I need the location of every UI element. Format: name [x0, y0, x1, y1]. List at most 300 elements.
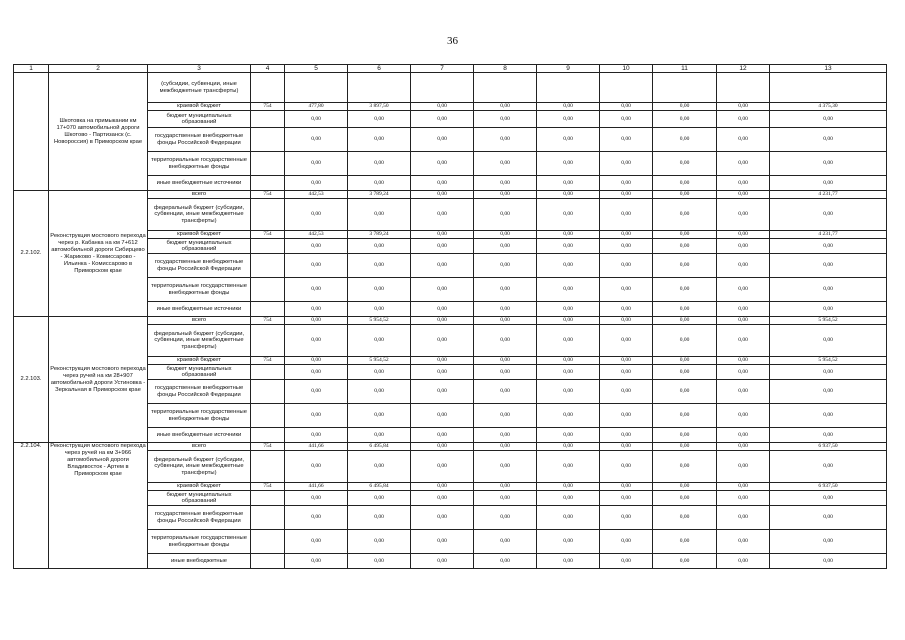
year-value: 0,00: [285, 176, 348, 191]
year-value: 0,00: [600, 176, 653, 191]
total-value: 4 231,77: [770, 231, 887, 239]
year-value: 0,00: [348, 278, 411, 302]
column-header: 6: [348, 65, 411, 73]
year-value: 6 495,84: [348, 443, 411, 451]
budget-code: [251, 554, 285, 569]
year-value: 0,00: [285, 111, 348, 128]
funding-source: всего: [148, 317, 251, 325]
year-value: 0,00: [411, 506, 474, 530]
year-value: 0,00: [600, 506, 653, 530]
year-value: 0,00: [411, 491, 474, 506]
column-header: 9: [537, 65, 600, 73]
activity-name: Реконструкция мостового перехода через ручей на км 28+907 автомобильной дороги Устиновка - Зеркальная в Приморском крае: [49, 317, 148, 443]
year-value: 0,00: [717, 451, 770, 483]
funding-source: иные внебюджетные: [148, 554, 251, 569]
year-value: 0,00: [348, 128, 411, 152]
year-value: 0,00: [474, 443, 537, 451]
year-value: 0,00: [411, 357, 474, 365]
total-value: 0,00: [770, 128, 887, 152]
year-value: 0,00: [653, 254, 717, 278]
year-value: 0,00: [411, 239, 474, 254]
activity-code: [14, 73, 49, 191]
year-value: 0,00: [600, 128, 653, 152]
year-value: 0,00: [600, 239, 653, 254]
year-value: 0,00: [537, 254, 600, 278]
year-value: 0,00: [717, 404, 770, 428]
year-value: 0,00: [537, 483, 600, 491]
year-value: 0,00: [411, 380, 474, 404]
funding-source: иные внебюджетные источники: [148, 302, 251, 317]
funding-source: бюджет муниципальных образований: [148, 111, 251, 128]
year-value: 0,00: [285, 317, 348, 325]
year-value: 0,00: [474, 278, 537, 302]
year-value: 0,00: [600, 325, 653, 357]
year-value: 0,00: [411, 428, 474, 443]
budget-code: [251, 239, 285, 254]
activity-name: Реконструкция мостового перехода через ручей на км 3+966 автомобильной дороги Владивосток - Артем в Приморском крае: [49, 443, 148, 569]
budget-code: [251, 176, 285, 191]
funding-source: краевой бюджет: [148, 231, 251, 239]
year-value: 0,00: [653, 278, 717, 302]
year-value: 0,00: [600, 483, 653, 491]
year-value: 0,00: [717, 231, 770, 239]
year-value: 0,00: [474, 239, 537, 254]
year-value: 0,00: [348, 302, 411, 317]
year-value: 0,00: [285, 404, 348, 428]
year-value: 0,00: [537, 111, 600, 128]
year-value: 0,00: [411, 554, 474, 569]
year-value: 0,00: [411, 191, 474, 199]
year-value: 0,00: [285, 239, 348, 254]
column-header: 3: [148, 65, 251, 73]
year-value: 0,00: [411, 317, 474, 325]
funding-source: краевой бюджет: [148, 483, 251, 491]
activity-code: 2.2.104.: [14, 443, 49, 569]
year-value: 0,00: [411, 443, 474, 451]
year-value: 0,00: [717, 491, 770, 506]
year-value: 0,00: [600, 199, 653, 231]
year-value: 0,00: [474, 491, 537, 506]
year-value: 0,00: [411, 176, 474, 191]
budget-code: [251, 128, 285, 152]
funding-source: краевой бюджет: [148, 103, 251, 111]
total-value: 0,00: [770, 302, 887, 317]
year-value: [600, 73, 653, 103]
year-value: 0,00: [474, 554, 537, 569]
column-number-row: [14, 65, 887, 73]
year-value: 0,00: [285, 428, 348, 443]
year-value: 0,00: [600, 443, 653, 451]
column-header: 8: [474, 65, 537, 73]
year-value: 0,00: [285, 278, 348, 302]
budget-code: 754: [251, 357, 285, 365]
year-value: 0,00: [537, 302, 600, 317]
funding-source: федеральный бюджет (субсидии, субвенции, иные межбюджетные трансферты): [148, 199, 251, 231]
year-value: 0,00: [348, 451, 411, 483]
funding-source: территориальные государственные внебюджетные фонды: [148, 152, 251, 176]
year-value: 0,00: [717, 191, 770, 199]
budget-code: [251, 325, 285, 357]
year-value: 0,00: [717, 530, 770, 554]
funding-source: федеральный бюджет (субсидии, субвенции, иные межбюджетные трансферты): [148, 325, 251, 357]
year-value: 0,00: [474, 365, 537, 380]
year-value: 0,00: [348, 254, 411, 278]
funding-source: бюджет муниципальных образований: [148, 491, 251, 506]
total-value: 0,00: [770, 491, 887, 506]
funding-source: (субсидии, субвенции, иные межбюджетные трансферты): [148, 73, 251, 103]
total-value: 6 937,50: [770, 483, 887, 491]
year-value: 0,00: [474, 451, 537, 483]
table-body: [14, 73, 887, 569]
funding-source: иные внебюджетные источники: [148, 428, 251, 443]
year-value: 0,00: [717, 111, 770, 128]
funding-source: территориальные государственные внебюджетные фонды: [148, 278, 251, 302]
year-value: 0,00: [285, 530, 348, 554]
year-value: 0,00: [285, 254, 348, 278]
year-value: 0,00: [411, 530, 474, 554]
total-value: 0,00: [770, 428, 887, 443]
activity-code: 2.2.103.: [14, 317, 49, 443]
year-value: 0,00: [411, 111, 474, 128]
total-value: 5 954,52: [770, 357, 887, 365]
year-value: 0,00: [474, 317, 537, 325]
year-value: 0,00: [653, 380, 717, 404]
year-value: 5 954,52: [348, 317, 411, 325]
table-row: [14, 191, 887, 199]
year-value: 0,00: [474, 380, 537, 404]
year-value: 0,00: [717, 302, 770, 317]
year-value: 0,00: [285, 451, 348, 483]
year-value: 0,00: [537, 554, 600, 569]
budget-code: 754: [251, 317, 285, 325]
year-value: 0,00: [717, 443, 770, 451]
year-value: 0,00: [285, 506, 348, 530]
year-value: 0,00: [653, 428, 717, 443]
year-value: [474, 73, 537, 103]
year-value: 0,00: [348, 530, 411, 554]
year-value: 0,00: [537, 380, 600, 404]
year-value: 0,00: [411, 254, 474, 278]
funding-source: всего: [148, 443, 251, 451]
year-value: 0,00: [717, 239, 770, 254]
year-value: 0,00: [285, 491, 348, 506]
year-value: 0,00: [537, 404, 600, 428]
total-value: 0,00: [770, 404, 887, 428]
year-value: 0,00: [653, 491, 717, 506]
year-value: 442,53: [285, 191, 348, 199]
year-value: 0,00: [653, 176, 717, 191]
year-value: 0,00: [411, 365, 474, 380]
total-value: 0,00: [770, 239, 887, 254]
year-value: 0,00: [411, 128, 474, 152]
funding-source: федеральный бюджет (субсидии, субвенции, иные межбюджетные трансферты): [148, 451, 251, 483]
year-value: 0,00: [717, 317, 770, 325]
year-value: 0,00: [600, 111, 653, 128]
year-value: 0,00: [717, 428, 770, 443]
year-value: 0,00: [537, 443, 600, 451]
budget-code: [251, 404, 285, 428]
year-value: 0,00: [600, 103, 653, 111]
year-value: 0,00: [537, 530, 600, 554]
year-value: 0,00: [600, 357, 653, 365]
funding-source: всего: [148, 191, 251, 199]
year-value: 0,00: [537, 231, 600, 239]
year-value: 0,00: [348, 428, 411, 443]
total-value: 0,00: [770, 199, 887, 231]
column-header: 13: [770, 65, 887, 73]
activity-code: 2.2.102.: [14, 191, 49, 317]
total-value: 0,00: [770, 506, 887, 530]
year-value: 0,00: [653, 443, 717, 451]
year-value: 0,00: [600, 554, 653, 569]
year-value: 0,00: [474, 103, 537, 111]
year-value: 0,00: [474, 506, 537, 530]
total-value: 6 937,50: [770, 443, 887, 451]
year-value: 0,00: [600, 428, 653, 443]
total-value: 5 954,52: [770, 317, 887, 325]
total-value: 0,00: [770, 451, 887, 483]
activity-name: Реконструкция мостового перехода через р. Кабанка на км 7+612 автомобильной дороги Сибирцево - Жариково - Комиссарово - Ильинка - Комиссарово в Приморском крае: [49, 191, 148, 317]
budget-code: 754: [251, 443, 285, 451]
year-value: 0,00: [537, 365, 600, 380]
year-value: 0,00: [653, 239, 717, 254]
budget-code: [251, 199, 285, 231]
funding-source: иные внебюджетные источники: [148, 176, 251, 191]
year-value: 5 954,52: [348, 357, 411, 365]
column-header: 12: [717, 65, 770, 73]
budget-code: [251, 111, 285, 128]
year-value: 0,00: [348, 506, 411, 530]
year-value: 0,00: [285, 152, 348, 176]
column-header: 5: [285, 65, 348, 73]
budget-code: 754: [251, 191, 285, 199]
year-value: 0,00: [717, 128, 770, 152]
total-value: 0,00: [770, 380, 887, 404]
year-value: 0,00: [600, 152, 653, 176]
total-value: 0,00: [770, 278, 887, 302]
year-value: 0,00: [537, 491, 600, 506]
year-value: 0,00: [653, 317, 717, 325]
year-value: 0,00: [653, 128, 717, 152]
year-value: 0,00: [717, 103, 770, 111]
budget-table: [13, 64, 887, 569]
year-value: 0,00: [411, 302, 474, 317]
year-value: 0,00: [717, 506, 770, 530]
year-value: 0,00: [285, 325, 348, 357]
year-value: 0,00: [474, 530, 537, 554]
year-value: 0,00: [411, 451, 474, 483]
budget-code: [251, 302, 285, 317]
budget-code: [251, 491, 285, 506]
year-value: 0,00: [600, 451, 653, 483]
year-value: [411, 73, 474, 103]
year-value: 0,00: [717, 176, 770, 191]
year-value: 0,00: [348, 111, 411, 128]
year-value: 0,00: [285, 128, 348, 152]
year-value: 0,00: [411, 231, 474, 239]
year-value: 0,00: [600, 254, 653, 278]
year-value: 0,00: [285, 554, 348, 569]
year-value: 0,00: [717, 554, 770, 569]
year-value: 0,00: [600, 491, 653, 506]
year-value: 0,00: [537, 451, 600, 483]
year-value: 0,00: [285, 302, 348, 317]
year-value: 0,00: [537, 128, 600, 152]
total-value: [770, 73, 887, 103]
year-value: 0,00: [285, 365, 348, 380]
year-value: 0,00: [537, 176, 600, 191]
year-value: 0,00: [717, 199, 770, 231]
year-value: 441,66: [285, 443, 348, 451]
budget-code: [251, 506, 285, 530]
budget-code: [251, 428, 285, 443]
year-value: 0,00: [653, 530, 717, 554]
year-value: 0,00: [348, 152, 411, 176]
year-value: 0,00: [717, 254, 770, 278]
year-value: 0,00: [474, 176, 537, 191]
year-value: 0,00: [653, 357, 717, 365]
year-value: 0,00: [348, 404, 411, 428]
column-header: 7: [411, 65, 474, 73]
funding-source: территориальные государственные внебюджетные фонды: [148, 530, 251, 554]
year-value: 3 789,24: [348, 231, 411, 239]
budget-code: [251, 254, 285, 278]
year-value: 3 789,24: [348, 191, 411, 199]
year-value: 0,00: [600, 317, 653, 325]
column-header: 2: [49, 65, 148, 73]
year-value: 0,00: [537, 428, 600, 443]
year-value: 0,00: [474, 111, 537, 128]
year-value: 0,00: [717, 152, 770, 176]
budget-code: [251, 380, 285, 404]
year-value: [285, 73, 348, 103]
year-value: 0,00: [474, 302, 537, 317]
total-value: 0,00: [770, 152, 887, 176]
total-value: 0,00: [770, 365, 887, 380]
year-value: 0,00: [653, 554, 717, 569]
budget-code: [251, 530, 285, 554]
year-value: 0,00: [600, 365, 653, 380]
year-value: 0,00: [348, 325, 411, 357]
year-value: 0,00: [474, 428, 537, 443]
year-value: 0,00: [348, 380, 411, 404]
budget-code: [251, 73, 285, 103]
budget-code: 754: [251, 103, 285, 111]
total-value: 4 375,30: [770, 103, 887, 111]
year-value: 0,00: [411, 404, 474, 428]
year-value: 0,00: [717, 278, 770, 302]
year-value: 0,00: [653, 103, 717, 111]
total-value: 0,00: [770, 176, 887, 191]
year-value: 0,00: [474, 152, 537, 176]
year-value: 0,00: [348, 365, 411, 380]
year-value: 0,00: [411, 103, 474, 111]
funding-source: краевой бюджет: [148, 357, 251, 365]
funding-source: государственные внебюджетные фонды Российской Федерации: [148, 380, 251, 404]
table-row: [14, 443, 887, 451]
budget-code: [251, 365, 285, 380]
year-value: 0,00: [717, 483, 770, 491]
year-value: 0,00: [537, 152, 600, 176]
year-value: [717, 73, 770, 103]
year-value: 0,00: [600, 278, 653, 302]
year-value: 0,00: [411, 152, 474, 176]
year-value: 0,00: [537, 325, 600, 357]
year-value: 0,00: [348, 199, 411, 231]
budget-code: 754: [251, 231, 285, 239]
year-value: 477,80: [285, 103, 348, 111]
total-value: 0,00: [770, 111, 887, 128]
year-value: 0,00: [653, 483, 717, 491]
year-value: [537, 73, 600, 103]
year-value: 0,00: [653, 111, 717, 128]
activity-name: Шкотовка на примыкании км 17+070 автомобильной дороги Шкотово - Партизанск (с. Новороссия) в Приморском крае: [49, 73, 148, 191]
year-value: 0,00: [348, 176, 411, 191]
year-value: 0,00: [474, 128, 537, 152]
year-value: 0,00: [348, 554, 411, 569]
budget-code: [251, 278, 285, 302]
year-value: 0,00: [600, 380, 653, 404]
year-value: 0,00: [474, 231, 537, 239]
year-value: 0,00: [537, 317, 600, 325]
funding-source: бюджет муниципальных образований: [148, 239, 251, 254]
year-value: 0,00: [474, 483, 537, 491]
column-header: 11: [653, 65, 717, 73]
year-value: 0,00: [653, 506, 717, 530]
total-value: 0,00: [770, 554, 887, 569]
year-value: 0,00: [537, 357, 600, 365]
year-value: 0,00: [411, 325, 474, 357]
funding-source: государственные внебюджетные фонды Российской Федерации: [148, 128, 251, 152]
year-value: 0,00: [411, 278, 474, 302]
year-value: 441,66: [285, 483, 348, 491]
year-value: 6 495,84: [348, 483, 411, 491]
budget-code: [251, 451, 285, 483]
year-value: 0,00: [474, 325, 537, 357]
year-value: 0,00: [537, 199, 600, 231]
year-value: 0,00: [653, 302, 717, 317]
year-value: 0,00: [600, 530, 653, 554]
year-value: 0,00: [474, 191, 537, 199]
column-header: 4: [251, 65, 285, 73]
year-value: 0,00: [411, 199, 474, 231]
funding-source: территориальные государственные внебюджетные фонды: [148, 404, 251, 428]
year-value: 0,00: [285, 357, 348, 365]
year-value: 0,00: [537, 191, 600, 199]
year-value: 0,00: [717, 365, 770, 380]
page-number: 36: [447, 35, 458, 47]
year-value: 3 897,50: [348, 103, 411, 111]
year-value: 0,00: [285, 199, 348, 231]
year-value: 0,00: [348, 491, 411, 506]
budget-code: [251, 152, 285, 176]
year-value: 0,00: [411, 483, 474, 491]
year-value: 0,00: [285, 380, 348, 404]
year-value: 0,00: [600, 404, 653, 428]
year-value: 0,00: [537, 278, 600, 302]
funding-source: бюджет муниципальных образований: [148, 365, 251, 380]
total-value: 0,00: [770, 530, 887, 554]
column-header: 1: [14, 65, 49, 73]
year-value: 0,00: [653, 191, 717, 199]
year-value: 0,00: [600, 191, 653, 199]
year-value: 0,00: [348, 239, 411, 254]
table-row: [14, 317, 887, 325]
year-value: [653, 73, 717, 103]
year-value: 0,00: [653, 152, 717, 176]
year-value: 0,00: [653, 325, 717, 357]
column-header: 10: [600, 65, 653, 73]
